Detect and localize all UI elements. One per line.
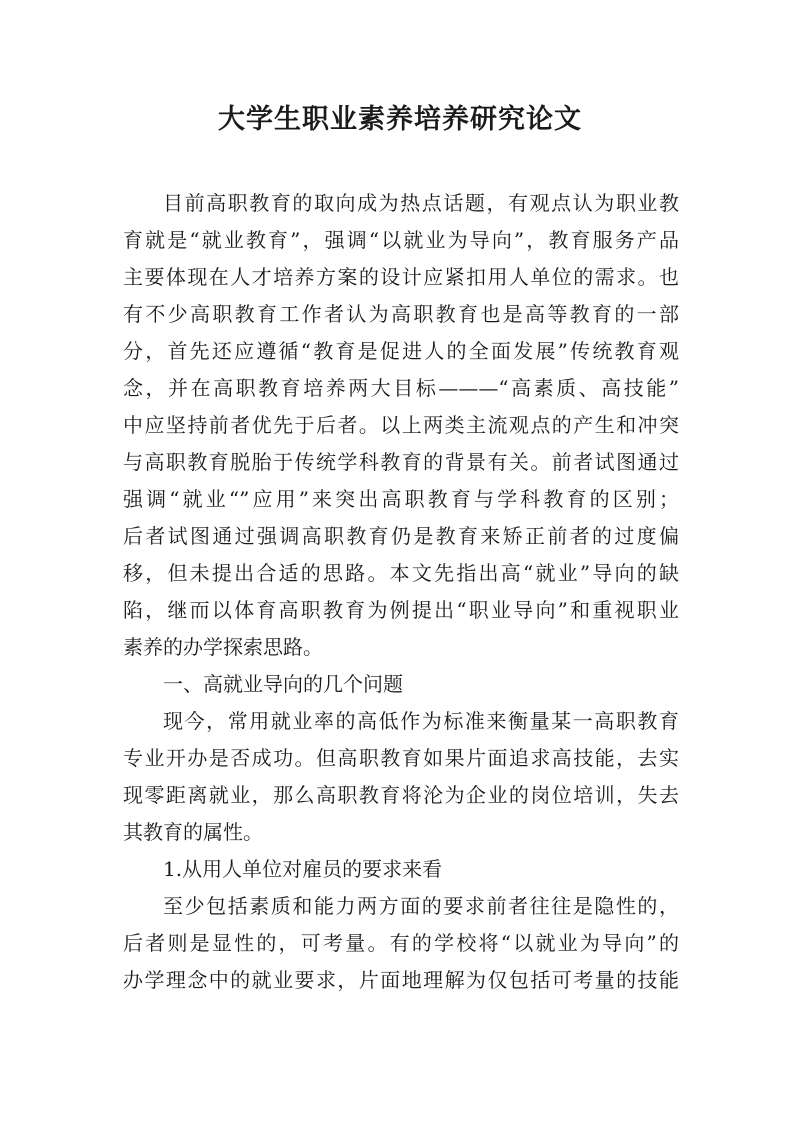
- text-line: 现零距离就业，那么高职教育将沦为企业的岗位培训，失去: [123, 783, 679, 807]
- text-line: 一、高就业导向的几个问题: [163, 672, 403, 696]
- document-title: 大学生职业素养培养研究论文: [218, 104, 582, 135]
- document-body: [123, 185, 679, 999]
- text-line: 办学理念中的就业要求，片面地理解为仅包括可考量的技能: [123, 968, 679, 992]
- text-line: 后者则是显性的，可考量。有的学校将“以就业为导向”的: [123, 931, 679, 955]
- text-line: 移，但未提出合适的思路。本文先指出高“就业”导向的缺: [123, 561, 679, 585]
- text-line: 目前高职教育的取向成为热点话题，有观点认为职业教: [163, 191, 679, 215]
- text-line: 分，首先还应遵循“教育是促进人的全面发展”传统教育观: [123, 339, 679, 363]
- text-line: 现今，常用就业率的高低作为标准来衡量某一高职教育: [163, 709, 679, 733]
- text-line: 有不少高职教育工作者认为高职教育也是高等教育的一部: [123, 302, 679, 326]
- text-line: 中应坚持前者优先于后者。以上两类主流观点的产生和冲突: [123, 413, 679, 437]
- text-line: 主要体现在人才培养方案的设计应紧扣用人单位的需求。也: [123, 265, 679, 289]
- text-line: 专业开办是否成功。但高职教育如果片面追求高技能，去实: [123, 746, 679, 770]
- text-line: 育就是“就业教育”，强调“以就业为导向”，教育服务产品: [123, 228, 679, 252]
- text-line: 强调“就业“”应用”来突出高职教育与学科教育的区别；: [123, 487, 679, 511]
- text-line: 后者试图通过强调高职教育仍是教育来矫正前者的过度偏: [123, 524, 679, 548]
- text-line: 至少包括素质和能力两方面的要求前者往往是隐性的，: [163, 894, 679, 918]
- text-line: 陷，继而以体育高职教育为例提出“职业导向”和重视职业: [123, 598, 679, 622]
- text-line: 1.从用人单位对雇员的要求来看: [163, 857, 443, 881]
- text-line: 念，并在高职教育培养两大目标———“高素质、高技能”: [123, 376, 679, 400]
- text-line: 素养的办学探索思路。: [123, 635, 323, 659]
- text-line: 与高职教育脱胎于传统学科教育的背景有关。前者试图通过: [123, 450, 679, 474]
- text-line: 其教育的属性。: [123, 820, 263, 844]
